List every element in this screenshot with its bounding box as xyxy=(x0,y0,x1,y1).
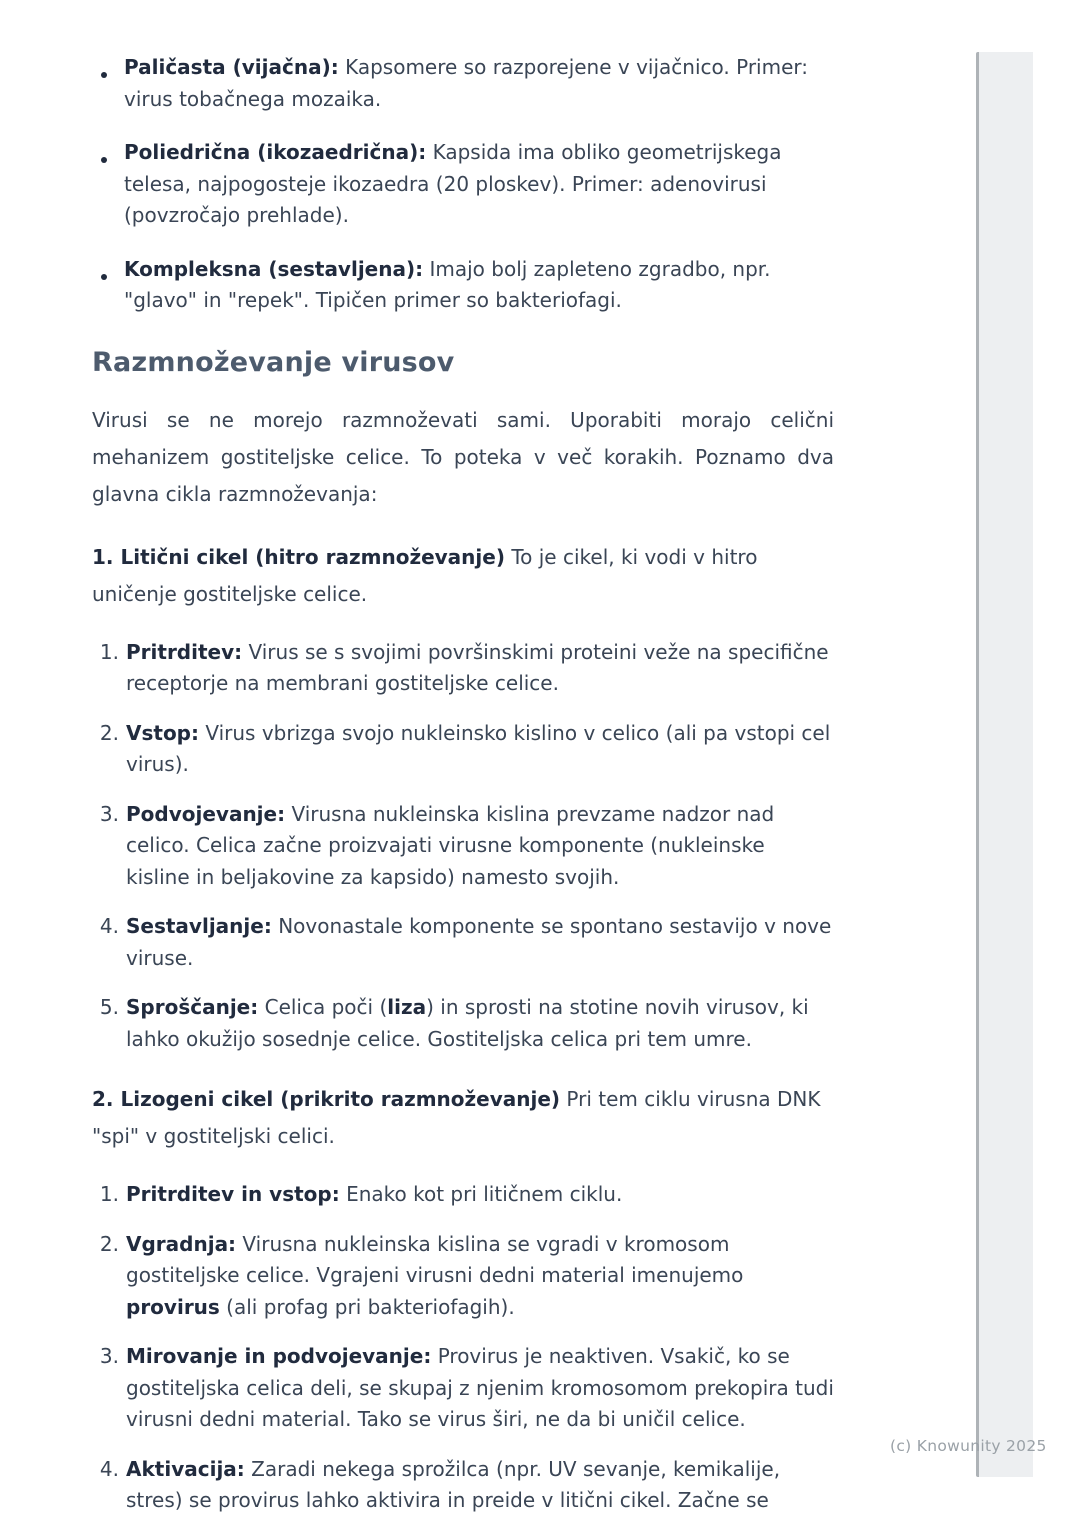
lysogenic-cycle-intro xyxy=(92,1081,834,1155)
step-text xyxy=(126,1341,834,1436)
bullet-marker xyxy=(92,52,124,115)
step-number: 5. xyxy=(99,995,119,1019)
step-description: Virus vbrizga svojo nukleinsko kislino v celico (ali pa vstopi cel virus). xyxy=(126,720,831,776)
list-item xyxy=(92,1179,834,1211)
cycle-title: 1. Litični cikel (hitro razmnoževanje) xyxy=(92,544,505,569)
list-item xyxy=(92,799,834,894)
list-item xyxy=(92,52,834,115)
step-text xyxy=(126,799,834,894)
step-description: Provirus je neaktiven. Vsakič, ko se gostiteljska celica deli, se skupaj z njenim kromosomom prekopira tudi virusni dedni material. Tako se virus širi, ne da bi uničil celice. xyxy=(126,1344,834,1431)
step-text xyxy=(126,637,834,700)
step-number: 4. xyxy=(99,1456,119,1481)
cycle-text: Pri tem ciklu virusna DNK "spi" v gostiteljski celici. xyxy=(92,1087,821,1148)
step-description: Novonastale komponente se spontano sestavijo v nove viruse. xyxy=(126,914,832,970)
step-label: Podvojevanje: xyxy=(126,801,286,826)
step-description: Virusna nukleinska kislina se vgradi v kromosom gostiteljske celice. Vgrajeni virusni dedni material imenujemo xyxy=(126,1231,744,1287)
step-label: Mirovanje in podvojevanje: xyxy=(126,1344,432,1368)
section-heading: Razmnoževanje virusov xyxy=(92,346,455,378)
term-description: Kapsida ima obliko geometrijskega telesa, najpogosteje ikozaedra (20 ploskev). Primer: adenovirusi (povzročajo prehlade). xyxy=(124,140,782,227)
cycle-text: To je cikel, ki vodi v hitro uničenje gostiteljske celice. xyxy=(92,544,758,606)
step-label: Vstop: xyxy=(126,720,199,745)
step-label: Vgradnja: xyxy=(126,1231,237,1256)
list-item xyxy=(92,637,834,700)
list-item-text xyxy=(124,137,834,232)
list-item xyxy=(92,992,834,1055)
step-text xyxy=(126,1179,834,1211)
step-description: Zaradi nekega sprožilca (npr. UV sevanje, kemikalije, stres) se provirus lahko aktivira in preide v litični cikel. Začne se xyxy=(126,1456,781,1512)
step-text xyxy=(126,911,834,974)
bullet-dot-icon xyxy=(101,72,107,78)
lysogenic-steps-list xyxy=(92,1179,834,1517)
bullet-marker xyxy=(92,137,124,232)
step-text xyxy=(126,992,834,1055)
list-item xyxy=(92,1229,834,1324)
step-description: Virusna nukleinska kislina prevzame nadzor nad celico. Celica začne proizvajati virusne komponente (nukleinske kisline in beljakovine za kapsido) namesto svojih. xyxy=(126,801,775,889)
step-number: 1. xyxy=(99,639,119,664)
lytic-steps-list xyxy=(92,637,834,1056)
bullet-dot-icon xyxy=(101,157,107,163)
step-number: 4. xyxy=(99,914,119,938)
step-number: 1. xyxy=(99,1182,119,1206)
term-label: Kompleksna (sestavljena): xyxy=(124,256,424,281)
step-text xyxy=(126,1454,834,1517)
inline-bold-term: provirus xyxy=(126,1294,220,1319)
lytic-cycle-intro xyxy=(92,539,834,613)
list-item xyxy=(92,1454,834,1517)
term-description: Kapsomere so razporejene v vijačnico. Primer: virus tobačnega mozaika. xyxy=(124,55,808,111)
bullet-marker xyxy=(92,254,124,317)
list-item xyxy=(92,911,834,974)
step-number: 2. xyxy=(99,1231,119,1256)
list-item xyxy=(92,254,834,317)
step-description-cont: ) in sprosti na stotine novih virusov, ki lahko okužijo sosednje celice. Gostiteljska celica pri tem umre. xyxy=(126,995,809,1051)
page-content xyxy=(92,52,834,1517)
step-label: Aktivacija: xyxy=(126,1456,245,1481)
step-number: 2. xyxy=(99,720,119,745)
step-label: Sproščanje: xyxy=(126,995,259,1019)
bullet-dot-icon xyxy=(101,274,107,280)
next-page-preview[interactable] xyxy=(976,52,1033,1477)
step-label: Pritrditev: xyxy=(126,639,243,664)
step-label: Sestavljanje: xyxy=(126,914,272,938)
term-label: Poliedrična (ikozaedrična): xyxy=(124,140,427,164)
step-text xyxy=(126,1229,834,1324)
virus-shapes-list xyxy=(92,52,834,317)
copyright-watermark: (c) Knowunity 2025 xyxy=(890,1437,1047,1455)
step-number: 3. xyxy=(99,1344,119,1368)
list-item-text xyxy=(124,254,834,317)
step-description: Celica poči ( xyxy=(258,995,388,1019)
step-description: Enako kot pri litičnem ciklu. xyxy=(339,1182,623,1206)
cycle-title: 2. Lizogeni cikel (prikrito razmnoževanje) xyxy=(92,1087,561,1111)
step-label: Pritrditev in vstop: xyxy=(126,1182,340,1206)
term-label: Paličasta (vijačna): xyxy=(124,55,339,79)
step-description: Virus se s svojimi površinskimi proteini veže na specifične receptorje na membrani gostiteljske celice. xyxy=(126,639,829,695)
term-description: Imajo bolj zapleteno zgradbo, npr. "glavo" in "repek". Tipičen primer so bakteriofagi. xyxy=(124,256,771,312)
list-item-text xyxy=(124,52,834,115)
list-item xyxy=(92,137,834,232)
intro-paragraph: Virusi se ne morejo razmnoževati sami. Uporabiti morajo celični mehanizem gostiteljske celice. To poteka v več korakih. Poznamo dva glavna cikla razmnoževanja: xyxy=(92,407,834,506)
step-description-cont: (ali profag pri bakteriofagih). xyxy=(219,1294,515,1319)
list-item xyxy=(92,1341,834,1436)
step-number: 3. xyxy=(99,801,119,826)
list-item xyxy=(92,718,834,781)
step-text xyxy=(126,718,834,781)
inline-bold-term: liza xyxy=(387,995,427,1019)
